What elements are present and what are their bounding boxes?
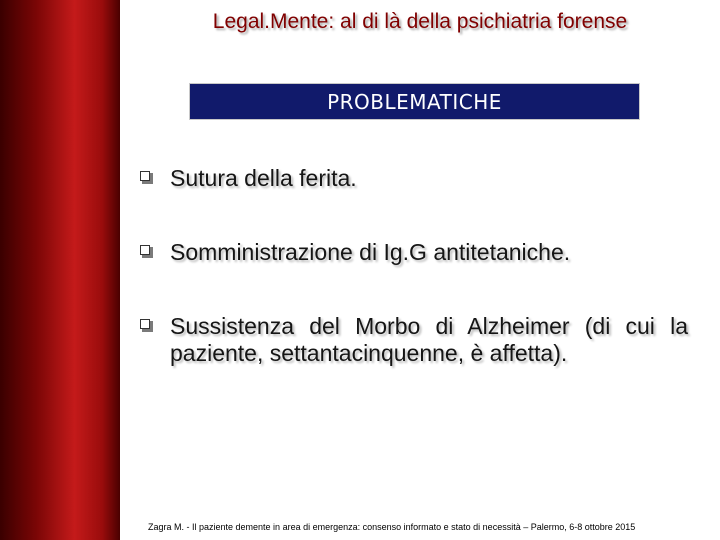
square-bullet-icon: [140, 245, 153, 258]
bullet-text: Somministrazione di Ig.G antitetaniche.: [170, 239, 571, 265]
footer-citation: Zagra M. - Il paziente demente in area di emergenza: consenso informato e stato di necessità – Palermo, 6-8 ottobre 2015: [148, 522, 636, 532]
square-bullet-icon: [140, 171, 153, 184]
bullet-text: Sutura della ferita.: [170, 165, 357, 191]
section-heading-banner: [189, 83, 640, 120]
sidebar-gradient-decoration: [0, 0, 120, 540]
list-item: [140, 313, 688, 367]
section-heading: PROBLEMATICHE: [327, 89, 502, 114]
list-item: [140, 165, 688, 192]
bullet-text: Sussistenza del Morbo di Alzheimer (di cui la paziente, settantacinquenne, è affetta).: [170, 313, 688, 366]
square-bullet-icon: [140, 319, 153, 332]
slide-title: Legal.Mente: al di là della psichiatria forense: [212, 10, 628, 33]
list-item: [140, 239, 688, 266]
